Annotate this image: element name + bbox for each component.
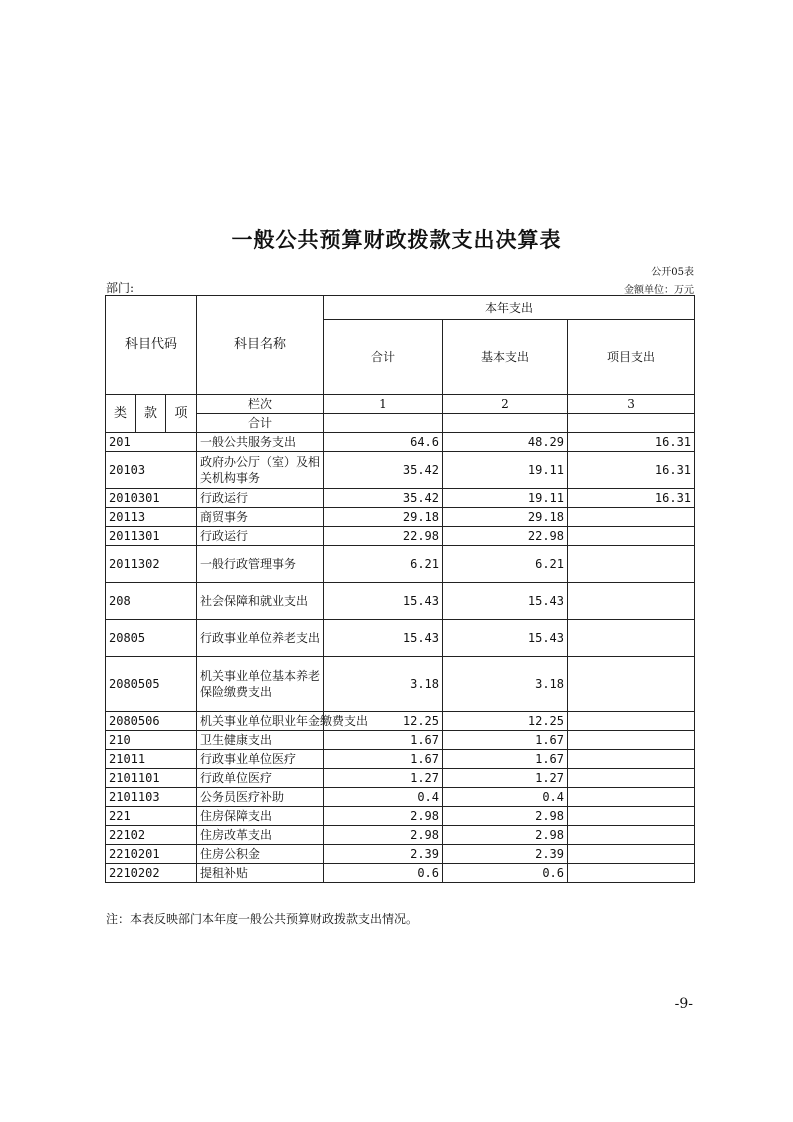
row-total: 6.21 [324,546,443,583]
row-total: 2.98 [324,807,443,826]
header-name: 科目名称 [197,296,324,395]
sum-basic [443,414,568,433]
row-code: 2210201 [106,845,197,864]
row-code: 2210202 [106,864,197,883]
table-row [106,769,695,788]
row-code: 20113 [106,508,197,527]
table-row [106,508,695,527]
header-xiang: 项 [166,395,197,433]
row-basic: 1.67 [443,731,568,750]
row-name: 行政单位医疗 [197,769,324,788]
row-code: 2080506 [106,712,197,731]
header-basic: 基本支出 [443,320,568,395]
row-name: 住房保障支出 [197,807,324,826]
row-project [568,546,695,583]
table-row [106,845,695,864]
row-total: 15.43 [324,620,443,657]
table-row [106,731,695,750]
table-row [106,433,695,452]
row-project [568,657,695,712]
row-total: 15.43 [324,583,443,620]
header-kuan: 款 [136,395,166,433]
department-label: 部门: [106,281,135,295]
row-name: 行政运行 [197,489,324,508]
table-row [106,583,695,620]
row-code: 210 [106,731,197,750]
row-total: 29.18 [324,508,443,527]
page-title: 一般公共预算财政拨款支出决算表 [231,228,562,252]
table-row [106,657,695,712]
page-number: -9- [674,996,693,1012]
table-note: 注：本表反映部门本年度一般公共预算财政拨款支出情况。 [106,912,419,926]
row-total: 35.42 [324,452,443,489]
row-name: 行政事业单位养老支出 [197,620,324,657]
row-name: 行政运行 [197,527,324,546]
header-column-no: 栏次 [197,395,324,414]
row-basic: 15.43 [443,583,568,620]
row-code: 2011302 [106,546,197,583]
row-code: 2101101 [106,769,197,788]
row-code: 2011301 [106,527,197,546]
row-name: 机关事业单位基本养老保险缴费支出 [197,657,324,712]
header-lei: 类 [106,395,136,433]
row-code: 20103 [106,452,197,489]
row-code: 201 [106,433,197,452]
row-project [568,826,695,845]
row-basic: 2.98 [443,826,568,845]
row-basic: 2.39 [443,845,568,864]
row-project [568,583,695,620]
table-row [106,750,695,769]
row-project [568,712,695,731]
sum-row-label: 合计 [197,414,324,433]
row-name: 机关事业单位职业年金缴费支出 [197,712,324,731]
row-project: 16.31 [568,489,695,508]
row-total: 0.6 [324,864,443,883]
table-row [106,489,695,508]
row-code: 221 [106,807,197,826]
row-total: 12.25 [324,712,443,731]
row-basic: 2.98 [443,807,568,826]
row-total: 3.18 [324,657,443,712]
row-name: 一般公共服务支出 [197,433,324,452]
row-code: 2010301 [106,489,197,508]
table-row [106,864,695,883]
row-name: 一般行政管理事务 [197,546,324,583]
table-row [106,807,695,826]
row-project [568,527,695,546]
row-project [568,807,695,826]
row-name: 社会保障和就业支出 [197,583,324,620]
row-basic: 1.27 [443,769,568,788]
row-project [568,731,695,750]
row-basic: 12.25 [443,712,568,731]
row-basic: 48.29 [443,433,568,452]
row-project [568,750,695,769]
row-total: 1.27 [324,769,443,788]
table-row [106,826,695,845]
sum-total [324,414,443,433]
form-number: 公开05表 [651,267,694,278]
row-total: 22.98 [324,527,443,546]
table-row [106,452,695,489]
row-basic: 1.67 [443,750,568,769]
row-basic: 15.43 [443,620,568,657]
header-col2: 2 [443,395,568,414]
unit-label: 金额单位：万元 [624,285,694,296]
row-project: 16.31 [568,433,695,452]
row-total: 1.67 [324,750,443,769]
row-basic: 0.4 [443,788,568,807]
row-code: 20805 [106,620,197,657]
row-project [568,788,695,807]
row-project [568,508,695,527]
row-basic: 29.18 [443,508,568,527]
row-code: 2101103 [106,788,197,807]
row-total: 64.6 [324,433,443,452]
row-name: 政府办公厅（室）及相关机构事务 [197,452,324,489]
row-basic: 19.11 [443,452,568,489]
sum-project [568,414,695,433]
row-project [568,769,695,788]
row-name: 住房改革支出 [197,826,324,845]
row-code: 22102 [106,826,197,845]
header-current-year: 本年支出 [324,296,695,320]
header-project: 项目支出 [568,320,695,395]
table-row [106,712,695,731]
header-code: 科目代码 [106,296,197,395]
header-col3: 3 [568,395,695,414]
row-total: 2.98 [324,826,443,845]
row-total: 35.42 [324,489,443,508]
row-project [568,845,695,864]
header-total: 合计 [324,320,443,395]
table-row [106,546,695,583]
table-row [106,788,695,807]
row-code: 21011 [106,750,197,769]
row-name: 商贸事务 [197,508,324,527]
row-basic: 22.98 [443,527,568,546]
row-project: 16.31 [568,452,695,489]
row-total: 2.39 [324,845,443,864]
row-code: 208 [106,583,197,620]
row-name: 卫生健康支出 [197,731,324,750]
row-code: 2080505 [106,657,197,712]
row-project [568,864,695,883]
expenditure-table [105,295,695,883]
row-basic: 3.18 [443,657,568,712]
table-row [106,620,695,657]
row-name: 住房公积金 [197,845,324,864]
table-row [106,527,695,546]
row-basic: 19.11 [443,489,568,508]
row-basic: 6.21 [443,546,568,583]
row-project [568,620,695,657]
row-total: 1.67 [324,731,443,750]
row-total: 0.4 [324,788,443,807]
row-basic: 0.6 [443,864,568,883]
row-name: 行政事业单位医疗 [197,750,324,769]
header-col1: 1 [324,395,443,414]
row-name: 公务员医疗补助 [197,788,324,807]
row-name: 提租补贴 [197,864,324,883]
